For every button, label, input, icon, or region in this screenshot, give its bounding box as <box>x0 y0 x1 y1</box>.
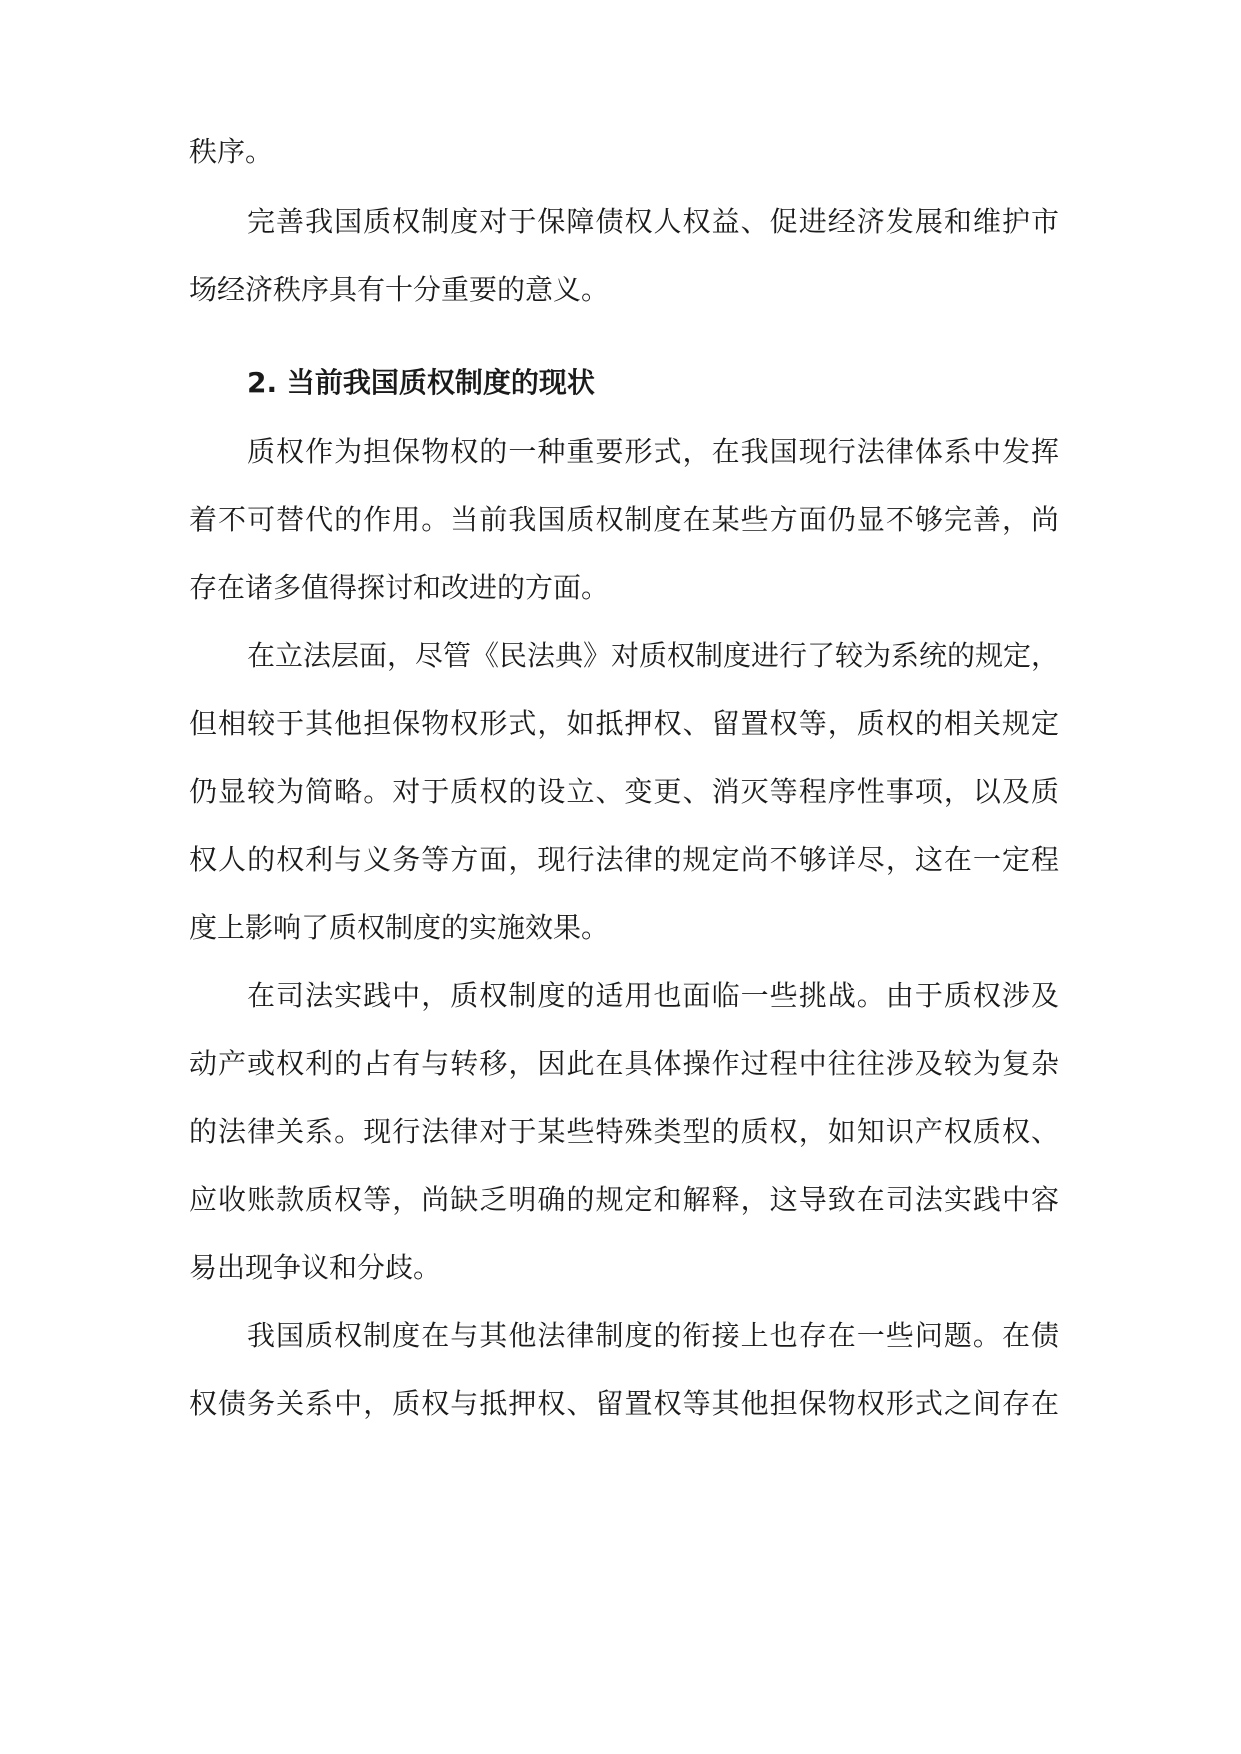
paragraph-3-line-2: 着不可替代的作用。当前我国质权制度在某些方面仍显不够完善，尚 <box>189 503 1059 536</box>
paragraph-4-line-4: 权人的权利与义务等方面，现行法律的规定尚不够详尽，这在一定程 <box>189 843 1059 876</box>
paragraph-3-line-3: 存在诸多值得探讨和改进的方面。 <box>189 571 610 604</box>
paragraph-4-line-1: 在立法层面，尽管《民法典》对质权制度进行了较为系统的规定， <box>247 639 1060 672</box>
paragraph-5-line-2: 动产或权利的占有与转移，因此在具体操作过程中往往涉及较为复杂 <box>189 1047 1059 1080</box>
paragraph-5-line-3: 的法律关系。现行法律对于某些特殊类型的质权，如知识产权质权、 <box>189 1115 1059 1148</box>
paragraph-4-line-2: 但相较于其他担保物权形式，如抵押权、留置权等，质权的相关规定 <box>189 707 1059 740</box>
paragraph-3-line-1: 质权作为担保物权的一种重要形式，在我国现行法律体系中发挥 <box>247 435 1059 468</box>
paragraph-5-line-5: 易出现争议和分歧。 <box>189 1251 442 1284</box>
paragraph-6-line-2: 权债务关系中，质权与抵押权、留置权等其他担保物权形式之间存在 <box>189 1387 1059 1420</box>
section-heading: 2. 当前我国质权制度的现状 <box>247 366 595 399</box>
paragraph-4-line-3: 仍显较为简略。对于质权的设立、变更、消灭等程序性事项，以及质 <box>189 775 1059 808</box>
paragraph-2-line-1: 完善我国质权制度对于保障债权人权益、促进经济发展和维护市 <box>247 205 1059 238</box>
paragraph-2-line-2: 场经济秩序具有十分重要的意义。 <box>189 273 610 306</box>
paragraph-6-line-1: 我国质权制度在与其他法律制度的衔接上也存在一些问题。在债 <box>247 1319 1059 1352</box>
paragraph-4-line-5: 度上影响了质权制度的实施效果。 <box>189 911 610 944</box>
paragraph-5-line-4: 应收账款质权等，尚缺乏明确的规定和解释，这导致在司法实践中容 <box>189 1183 1059 1216</box>
paragraph-1-line-1: 秩序。 <box>189 135 274 168</box>
paragraph-5-line-1: 在司法实践中，质权制度的适用也面临一些挑战。由于质权涉及 <box>247 979 1059 1012</box>
